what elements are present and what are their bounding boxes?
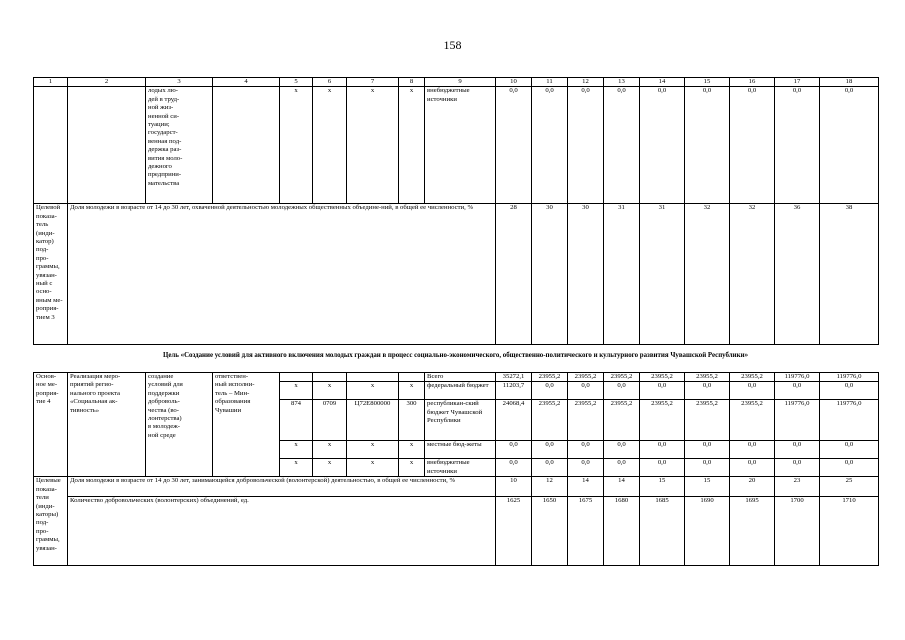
year-value: 0,0	[604, 441, 640, 459]
year-value: 23955,2	[532, 373, 568, 382]
funding-source: местные бюд-жеты	[425, 441, 496, 459]
budget-code: 300	[399, 400, 425, 441]
indicator-row	[34, 477, 879, 497]
column-number: 15	[685, 78, 730, 87]
funding-source: внебюджетные источники	[425, 459, 496, 477]
budget-code	[399, 373, 425, 382]
year-value: 119776,0	[775, 400, 820, 441]
indicator-label: Целевой показа- тель (инди- катор) под- про- граммы, увязан- ный с осно- вным ме- роприя- тием 3	[34, 204, 68, 345]
year-value: 23955,2	[568, 373, 604, 382]
indicator-text: Доля молодежи в возрасте от 14 до 30 лет, занимающейся добровольческой (волонтерской) деятельностью, в общей ее численности, %	[68, 477, 496, 497]
indicator-value: 38	[820, 204, 879, 345]
year-value: 0,0	[730, 87, 775, 204]
column-number: 7	[347, 78, 399, 87]
cell-empty	[34, 87, 68, 204]
year-value: 0,0	[730, 459, 775, 477]
column-number: 1	[34, 78, 68, 87]
funding-source: внебюджетные источники	[425, 87, 496, 204]
indicator-value: 1710	[820, 497, 879, 566]
year-value: 0,0	[496, 441, 532, 459]
indicator-value: 1675	[568, 497, 604, 566]
year-value: 23955,2	[604, 373, 640, 382]
column-number: 8	[399, 78, 425, 87]
funding-source: республикан-ский бюджет Чувашской Республики	[425, 400, 496, 441]
task-description: лодых лю- дей в труд- ной жиз- ненной си- туации; государст- венная под- держка раз- вития моло- дежного предприни- мательства	[146, 87, 213, 204]
indicator-value: 15	[640, 477, 685, 497]
budget-code: 0709	[313, 400, 347, 441]
year-value: 23955,2	[685, 400, 730, 441]
indicator-value: 1650	[532, 497, 568, 566]
column-number: 13	[604, 78, 640, 87]
year-value: 0,0	[775, 87, 820, 204]
indicator-value: 1695	[730, 497, 775, 566]
indicator-value: 25	[820, 477, 879, 497]
indicator-text: Количество добровольческих (волонтерских) объединений, ед.	[68, 497, 496, 566]
year-value: 35272,1	[496, 373, 532, 382]
funding-source: Всего	[425, 373, 496, 382]
year-value: 0,0	[640, 459, 685, 477]
indicator-value: 1700	[775, 497, 820, 566]
year-value: 0,0	[730, 441, 775, 459]
event-name: Реализация меро- приятий регио- нального проекта «Социальная ак- тивность»	[68, 373, 146, 477]
event-executor: ответствен- ный исполни- тель – Мин- образования Чувашии	[213, 373, 280, 477]
budget-code: x	[399, 382, 425, 400]
budget-code: x	[280, 382, 313, 400]
year-value: 0,0	[496, 459, 532, 477]
budget-code	[347, 373, 399, 382]
budget-code: x	[347, 382, 399, 400]
indicator-row	[34, 497, 879, 566]
year-value: 0,0	[568, 441, 604, 459]
year-value: 23955,2	[730, 373, 775, 382]
budget-code	[313, 373, 347, 382]
page-number: 158	[443, 38, 462, 52]
year-value: 0,0	[532, 441, 568, 459]
year-value: 23955,2	[730, 400, 775, 441]
year-value: 119776,0	[820, 373, 879, 382]
year-value: 0,0	[775, 441, 820, 459]
indicator-row	[34, 204, 879, 345]
indicator-value: 31	[604, 204, 640, 345]
budget-code: x	[280, 441, 313, 459]
year-value: 0,0	[685, 382, 730, 400]
year-value: 0,0	[568, 459, 604, 477]
column-number: 6	[313, 78, 347, 87]
year-value: 0,0	[604, 382, 640, 400]
year-value: 0,0	[820, 87, 879, 204]
budget-code: x	[347, 459, 399, 477]
year-value: 119776,0	[820, 400, 879, 441]
year-value: 0,0	[775, 382, 820, 400]
cell-empty	[68, 87, 146, 204]
indicator-value: 20	[730, 477, 775, 497]
column-number: 14	[640, 78, 685, 87]
year-value: 0,0	[640, 87, 685, 204]
indicator-value: 14	[604, 477, 640, 497]
column-number: 5	[280, 78, 313, 87]
column-number: 3	[146, 78, 213, 87]
goal-heading: Цель «Создание условий для активного включения молодых граждан в процесс социально-экономического, общественно-политического и культурного развития Чувашской Республики»	[162, 352, 749, 359]
year-value: 0,0	[532, 459, 568, 477]
indicator-value: 1685	[640, 497, 685, 566]
budget-code: x	[280, 459, 313, 477]
indicator-value: 36	[775, 204, 820, 345]
column-number: 11	[532, 78, 568, 87]
year-value: 24068,4	[496, 400, 532, 441]
indicator-text: Доля молодежи в возрасте от 14 до 30 лет, охваченной деятельностью молодежных общественных объедине-ний, в общей ее численности, %	[68, 204, 496, 345]
budget-code: x	[347, 441, 399, 459]
budget-code: x	[313, 441, 347, 459]
indicator-value: 23	[775, 477, 820, 497]
year-value: 23955,2	[604, 400, 640, 441]
cell-empty	[213, 87, 280, 204]
column-number: 9	[425, 78, 496, 87]
budget-code: x	[399, 87, 425, 204]
indicator-value: 28	[496, 204, 532, 345]
budget-code: x	[399, 459, 425, 477]
year-value: 11203,7	[496, 382, 532, 400]
year-value: 23955,2	[685, 373, 730, 382]
indicator-value: 10	[496, 477, 532, 497]
column-number: 17	[775, 78, 820, 87]
year-value: 23955,2	[640, 400, 685, 441]
indicator-value: 32	[685, 204, 730, 345]
year-value: 0,0	[568, 87, 604, 204]
indicator-value: 1680	[604, 497, 640, 566]
year-value: 0,0	[640, 441, 685, 459]
indicator-value: 1625	[496, 497, 532, 566]
program-table-part-1	[33, 77, 879, 345]
budget-code: x	[313, 382, 347, 400]
event-label: Основ- ное ме- роприя- тие 4	[34, 373, 68, 477]
year-value: 0,0	[604, 87, 640, 204]
year-value: 0,0	[568, 382, 604, 400]
year-value: 0,0	[685, 441, 730, 459]
year-value: 0,0	[820, 459, 879, 477]
year-value: 0,0	[532, 382, 568, 400]
column-number: 4	[213, 78, 280, 87]
indicator-value: 15	[685, 477, 730, 497]
budget-code: x	[313, 459, 347, 477]
year-value: 0,0	[496, 87, 532, 204]
indicator-value: 31	[640, 204, 685, 345]
column-number: 16	[730, 78, 775, 87]
budget-code: x	[399, 441, 425, 459]
header-row	[34, 78, 879, 87]
budget-code	[280, 373, 313, 382]
year-value: 0,0	[640, 382, 685, 400]
column-number: 12	[568, 78, 604, 87]
budget-code: Ц72Е800000	[347, 400, 399, 441]
table-row	[34, 87, 879, 204]
year-value: 0,0	[604, 459, 640, 477]
budget-code: x	[313, 87, 347, 204]
budget-code: 874	[280, 400, 313, 441]
year-value: 23955,2	[568, 400, 604, 441]
year-value: 0,0	[820, 441, 879, 459]
column-number: 2	[68, 78, 146, 87]
year-value: 23955,2	[640, 373, 685, 382]
program-table-part-2	[33, 372, 879, 566]
year-value: 0,0	[532, 87, 568, 204]
indicator-value: 1690	[685, 497, 730, 566]
funding-source: федеральный бюджет	[425, 382, 496, 400]
column-number: 18	[820, 78, 879, 87]
budget-code: x	[280, 87, 313, 204]
indicator-value: 12	[532, 477, 568, 497]
year-value: 0,0	[775, 459, 820, 477]
year-value: 23955,2	[532, 400, 568, 441]
year-value: 0,0	[685, 459, 730, 477]
indicator-value: 30	[568, 204, 604, 345]
event-task: создание условий для поддержки доброволь- чества (во- лонтерства) в молодеж- ной среде	[146, 373, 213, 477]
column-number: 10	[496, 78, 532, 87]
budget-code: x	[347, 87, 399, 204]
indicator-value: 32	[730, 204, 775, 345]
year-value: 0,0	[730, 382, 775, 400]
indicator-value: 14	[568, 477, 604, 497]
year-value: 0,0	[685, 87, 730, 204]
table-row	[34, 373, 879, 382]
year-value: 0,0	[820, 382, 879, 400]
year-value: 119776,0	[775, 373, 820, 382]
indicator-value: 30	[532, 204, 568, 345]
indicator-label: Целевые показа- тели (инди- каторы) под- про- граммы, увязан-	[34, 477, 68, 566]
